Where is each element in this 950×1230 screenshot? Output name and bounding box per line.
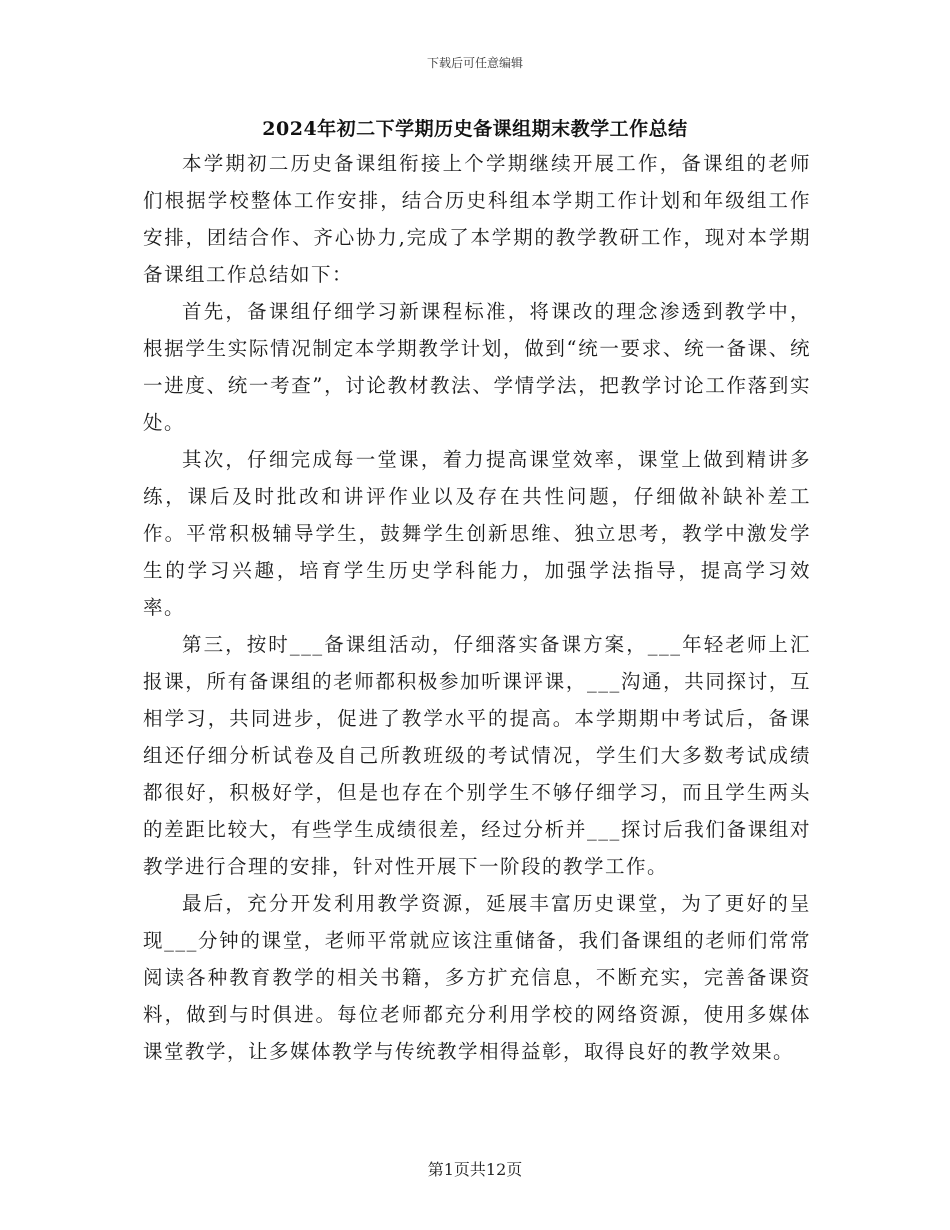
paragraph-first: 首先，备课组仔细学习新课程标准，将课改的理念渗透到教学中，根据学生实际情况制定本学期教学计划，做到“统一要求、统一备课、统一进度、统一考查”，讨论教材教法、学情学法，把教学讨论工作落到实处。: [143, 300, 811, 434]
document-body: [143, 145, 811, 1070]
document-title: 2024年初二下学期历史备课组期末教学工作总结: [262, 118, 688, 140]
paragraph-last: 最后，充分开发利用教学资源，延展丰富历史课堂，为了更好的呈现___分钟的课堂，老师平常就应该注重储备，我们备课组的老师们常常阅读各种教育教学的相关书籍，多方扩充信息，不断充实，完善备课资料，做到与时俱进。每位老师都充分利用学校的网络资源，使用多媒体课堂教学，让多媒体教学与传统教学相得益彰，取得良好的教学效果。: [143, 892, 811, 1063]
header-note: 下载后可任意编辑: [426, 56, 523, 70]
paragraph-third: 第三，按时___备课组活动，仔细落实备课方案，___年轻老师上汇报课，所有备课组的老师都积极参加听课评课，___沟通，共同探讨，互相学习，共同进步，促进了教学水平的提高。本学期期中考试后，备课组还仔细分析试卷及自己所教班级的考试情况，学生们大多数考试成绩都很好，积极好学，但是也存在个别学生不够仔细学习，而且学生两头的差距比较大，有些学生成绩很差，经过分析并___探讨后我们备课组对教学进行合理的安排，针对性开展下一阶段的教学工作。: [143, 633, 811, 878]
paragraph-intro: 本学期初二历史备课组衔接上个学期继续开展工作，备课组的老师们根据学校整体工作安排，结合历史科组本学期工作计划和年级组工作安排，团结合作、齐心协力,完成了本学期的教学教研工作，现对本学期备课组工作总结如下：: [143, 152, 811, 286]
page-number: 第1页共12页: [427, 1160, 523, 1179]
paragraph-second: 其次，仔细完成每一堂课，着力提高课堂效率，课堂上做到精讲多练，课后及时批改和讲评作业以及存在共性问题，仔细做补缺补差工作。平常积极辅导学生，鼓舞学生创新思维、独立思考，教学中激发学生的学习兴趣，培育学生历史学科能力，加强学法指导，提高学习效率。: [143, 448, 811, 619]
